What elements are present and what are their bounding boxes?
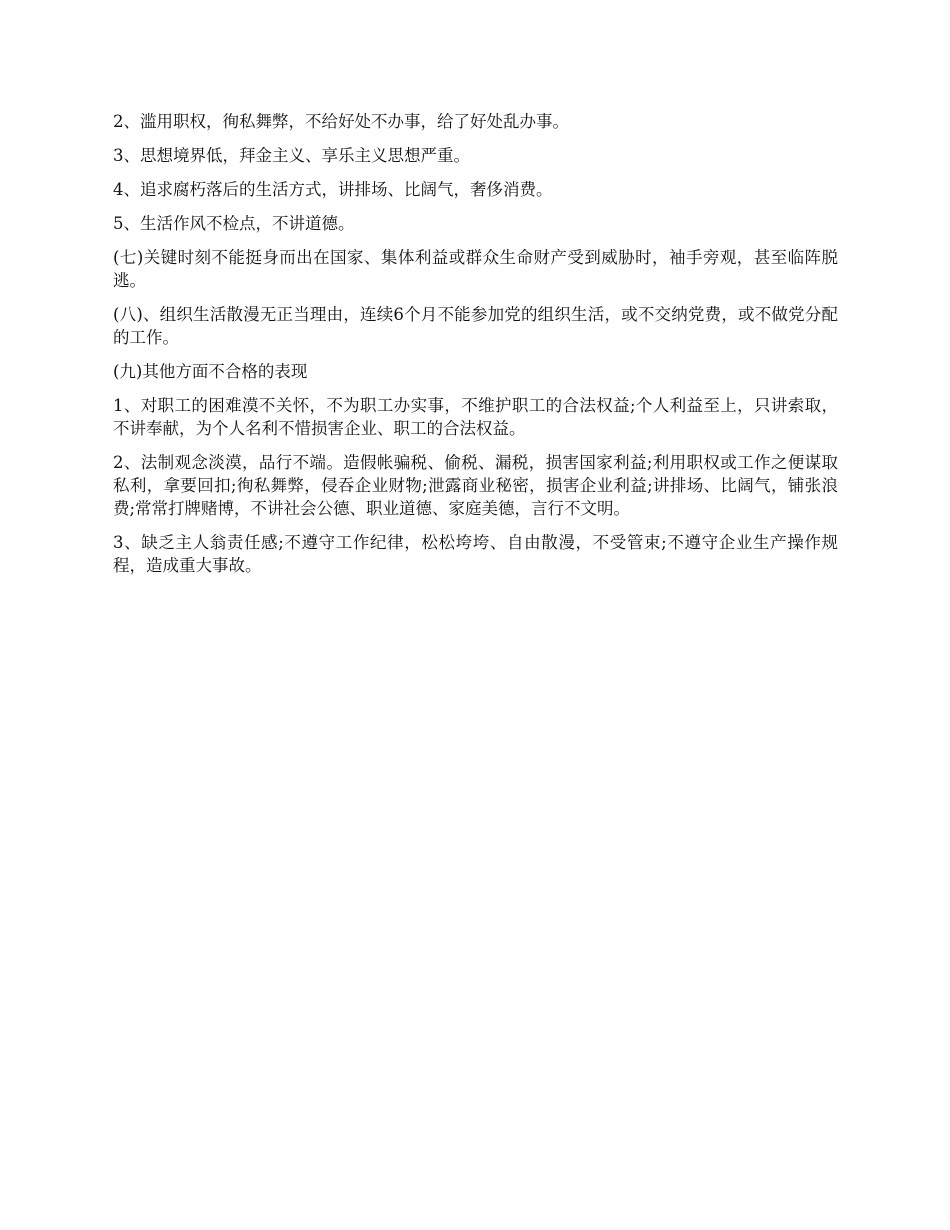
paragraph-item-2-abuse-of-power: 2、滥用职权，徇私舞弊，不给好处不办事，给了好处乱办事。 [113,112,569,131]
paragraph-section-7-critical-moments: (七)关键时刻不能挺身而出在国家、集体利益或群众生命财产受到威胁时，袖手旁观，甚至临阵脱逃。 [113,248,838,290]
paragraph-item-3-responsibility: 3、缺乏主人翁责任感;不遵守工作纪律，松松垮垮、自由散漫，不受管束;不遵守企业生产操作规程，造成重大事故。 [113,533,838,575]
paragraph-item-5-conduct: 5、生活作风不检点，不讲道德。 [113,214,355,233]
paragraph-item-3-low-ideology: 3、思想境界低，拜金主义、享乐主义思想严重。 [113,146,470,165]
document-body [113,110,838,588]
paragraph-section-8-organization-life: (八)、组织生活散漫无正当理由，连续6个月不能参加党的组织生活，或不交纳党费，或不做党分配的工作。 [113,305,838,347]
paragraph-item-2-legal-awareness: 2、法制观念淡漠，品行不端。造假帐骗税、偷税、漏税，损害国家利益;利用职权或工作之便谋取私利，拿要回扣;徇私舞弊，侵吞企业财物;泄露商业秘密，损害企业利益;讲排场、比阔气，铺张浪费;常常打牌赌博，不讲社会公德、职业道德、家庭美德，言行不文明。 [113,453,838,518]
paragraph-item-4-lifestyle: 4、追求腐朽落后的生活方式，讲排场、比阔气，奢侈消费。 [113,180,553,199]
paragraph-section-9-heading: (九)其他方面不合格的表现 [113,362,308,381]
paragraph-item-1-indifference: 1、对职工的困难漠不关怀，不为职工办实事，不维护职工的合法权益;个人利益至上，只讲索取，不讲奉献，为个人名利不惜损害企业、职工的合法权益。 [113,396,838,438]
